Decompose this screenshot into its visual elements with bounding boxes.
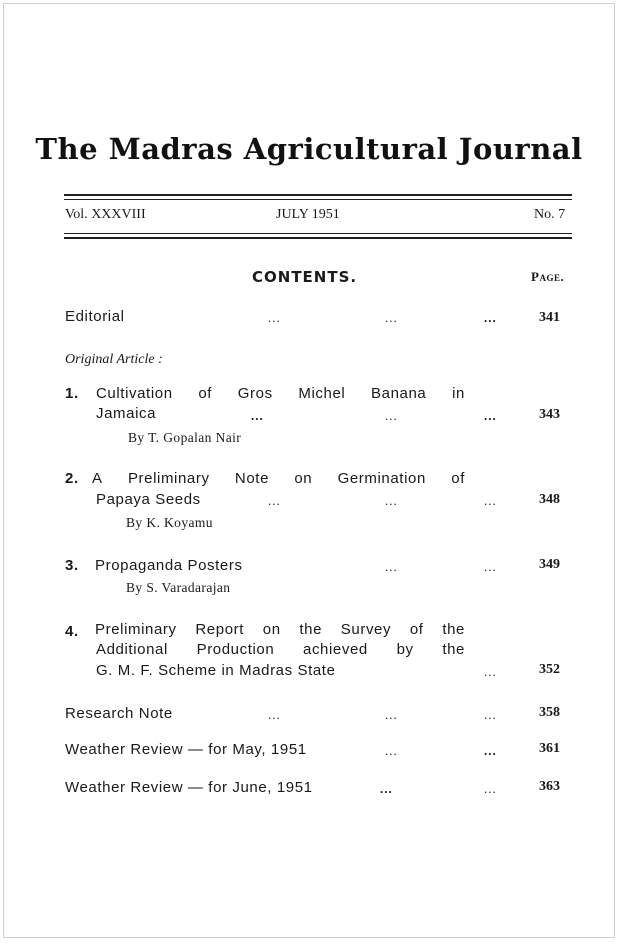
word: Germination [337, 470, 426, 487]
leader-dots: ... [385, 707, 398, 722]
article-title-line [96, 641, 465, 658]
article-title-line: Jamaica [96, 405, 157, 422]
word: of [409, 621, 424, 638]
word: Gros [237, 385, 273, 402]
word: Note [234, 470, 270, 487]
issue-date: JULY 1951 [276, 207, 340, 222]
article-title-line [96, 385, 465, 402]
word: on [262, 621, 281, 638]
top-rule-thin [64, 199, 572, 200]
page-number: 352 [539, 662, 560, 677]
word: in [452, 385, 465, 402]
leader-dots: ... [385, 408, 398, 423]
page-number: 361 [539, 741, 560, 756]
section-label: Original Article : [65, 352, 163, 367]
leader-dots: ... [484, 408, 497, 423]
author-byline: By T. Gopalan Nair [128, 430, 242, 445]
word: on [294, 470, 313, 487]
article-number: 4. [65, 623, 79, 640]
word: Banana [371, 385, 427, 402]
bottom-rule-thick [64, 237, 572, 239]
weather-review-june-title: Weather Review — for June, 1951 [65, 779, 313, 796]
word: by [396, 641, 414, 658]
word: Preliminary [127, 470, 210, 487]
word: A [92, 470, 103, 487]
page-number: 358 [539, 705, 560, 720]
page-number: 349 [539, 557, 560, 572]
volume-label: Vol. XXXVIII [65, 207, 146, 222]
article-number: 3. [65, 557, 79, 574]
word: of [451, 470, 465, 487]
word: Production [196, 641, 275, 658]
page-column-heading: Page. [531, 269, 565, 284]
leader-dots: ... [484, 781, 497, 796]
article-title-line: Papaya Seeds [96, 491, 201, 508]
word: Survey [340, 621, 392, 638]
leader-dots: ... [268, 310, 281, 325]
word: Cultivation [96, 385, 173, 402]
article-title-line [92, 470, 465, 487]
journal-page [3, 3, 615, 938]
word: Preliminary [95, 621, 177, 638]
page-number: 363 [539, 779, 560, 794]
author-byline: By K. Koyamu [126, 515, 213, 530]
word: achieved [303, 641, 368, 658]
article-number: 2. [65, 470, 79, 487]
page-number: 343 [539, 407, 560, 422]
journal-title: The Madras Agricultural Journal [35, 132, 583, 166]
word: Report [195, 621, 244, 638]
leader-dots: ... [385, 310, 398, 325]
leader-dots: ... [484, 310, 497, 325]
research-note-title: Research Note [65, 705, 173, 722]
leader-dots: ... [268, 707, 281, 722]
word: Michel [298, 385, 346, 402]
author-byline: By S. Varadarajan [126, 580, 231, 595]
weather-review-may-title: Weather Review — for May, 1951 [65, 741, 307, 758]
word: Additional [96, 641, 168, 658]
article-title-line [95, 621, 465, 638]
word: the [299, 621, 323, 638]
leader-dots: ... [484, 559, 497, 574]
article-title-line: Propaganda Posters [95, 557, 243, 574]
leader-dots: ... [385, 743, 398, 758]
word: the [442, 621, 465, 638]
leader-dots: ... [268, 493, 281, 508]
leader-dots: ... [484, 743, 497, 758]
word: the [442, 641, 465, 658]
article-number: 1. [65, 385, 79, 402]
contents-heading: CONTENTS. [252, 268, 358, 286]
top-rule-thick [64, 194, 572, 196]
article-title-line: G. M. F. Scheme in Madras State [96, 662, 336, 679]
bottom-rule-thin [64, 233, 572, 234]
page-number: 341 [539, 310, 560, 325]
editorial-title: Editorial [65, 308, 125, 325]
issue-number: No. 7 [534, 207, 566, 222]
word: of [198, 385, 213, 402]
page-number: 348 [539, 492, 560, 507]
leader-dots: ... [251, 408, 264, 423]
leader-dots: ... [380, 781, 393, 796]
leader-dots: ... [385, 493, 398, 508]
leader-dots: ... [484, 493, 497, 508]
leader-dots: ... [484, 664, 497, 679]
leader-dots: ... [385, 559, 398, 574]
leader-dots: ... [484, 707, 497, 722]
